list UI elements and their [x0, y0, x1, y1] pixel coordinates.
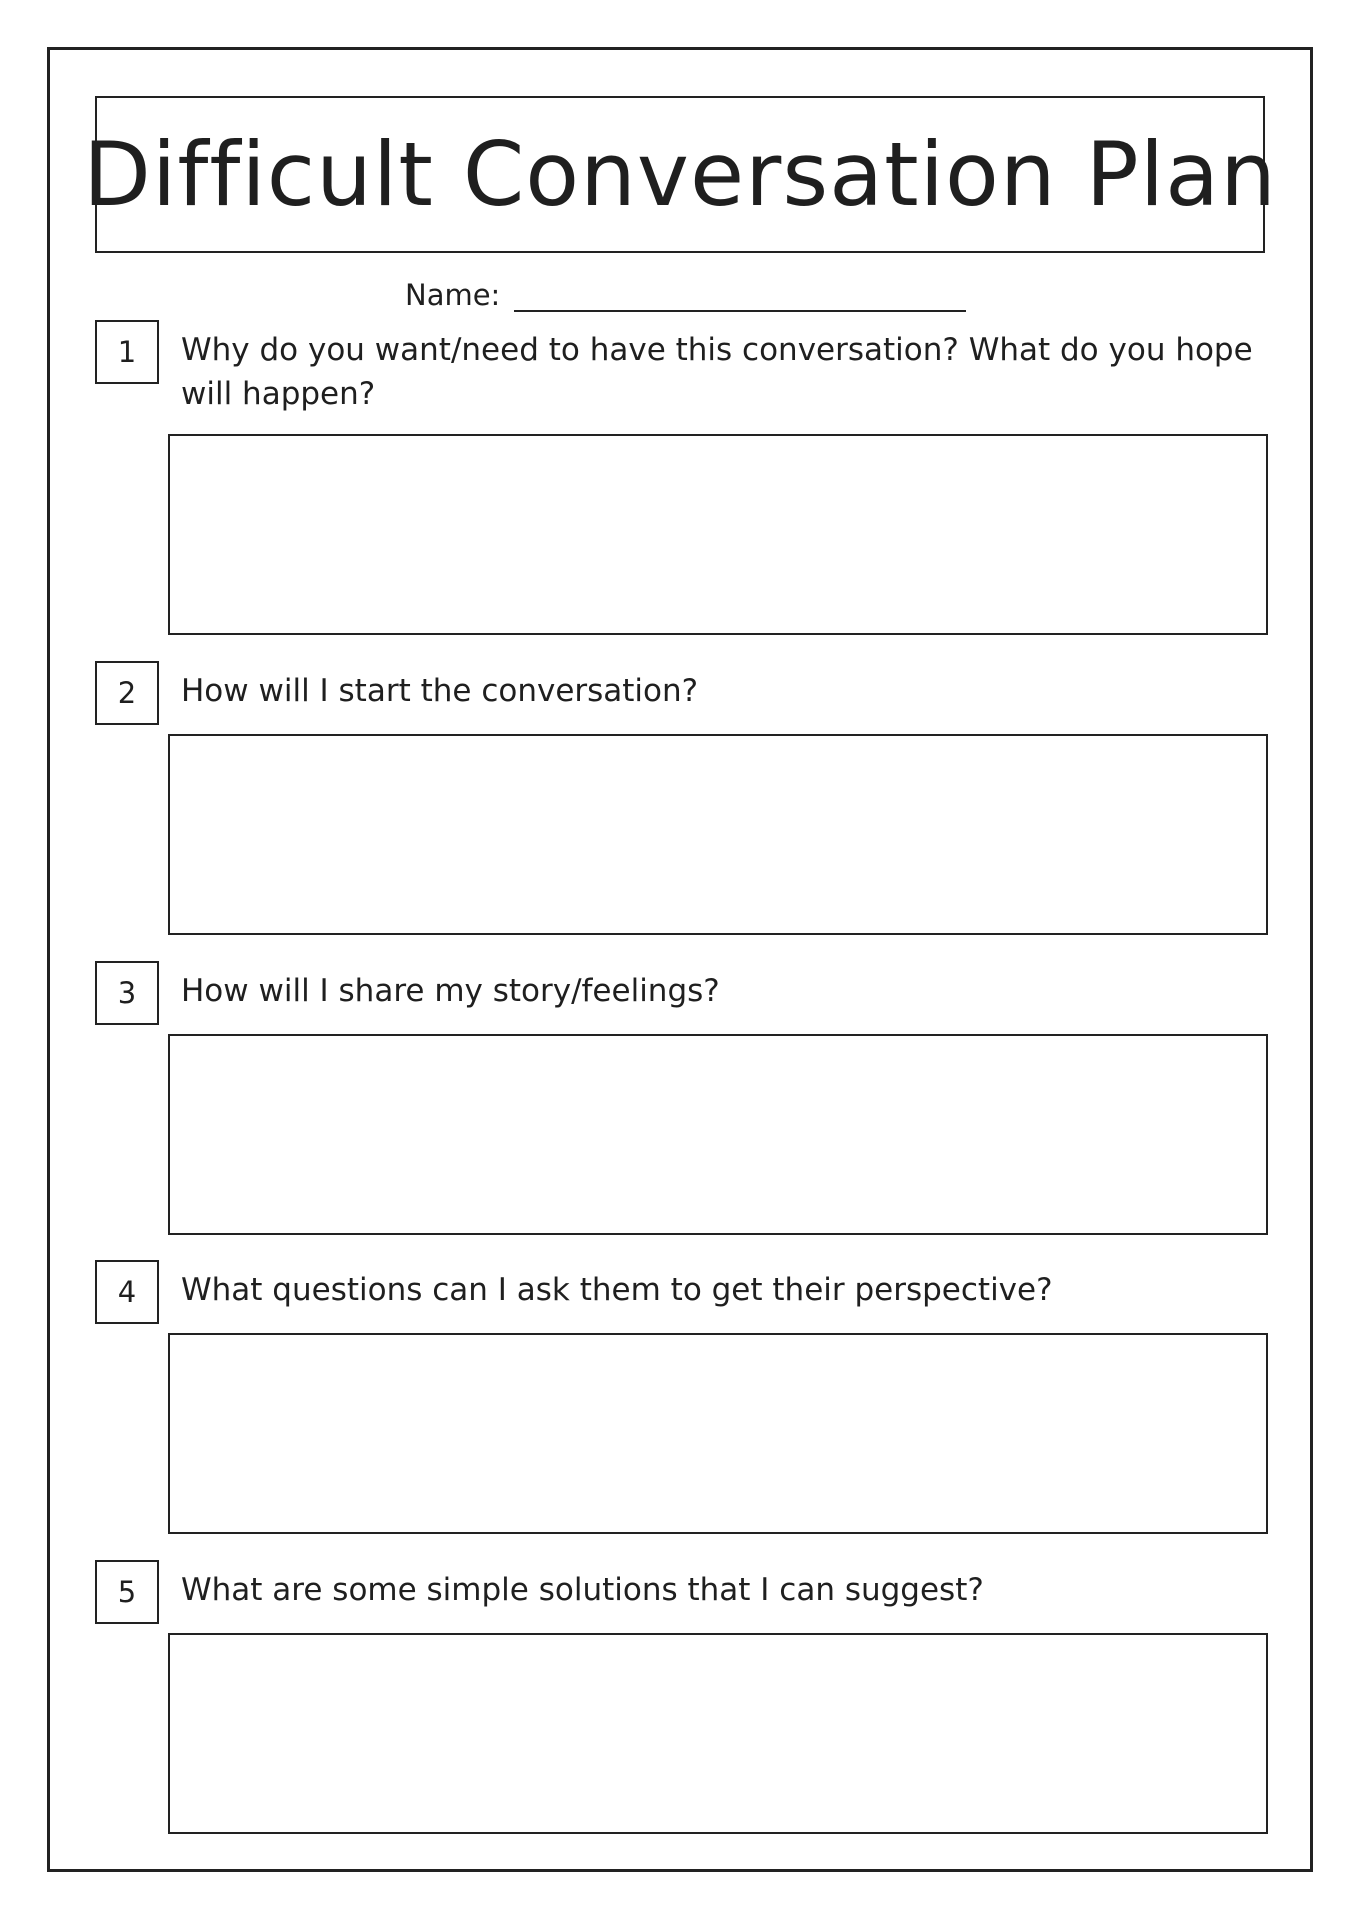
name-row	[405, 270, 966, 314]
question-1-answer-box[interactable]	[168, 434, 1268, 635]
question-5-text: What are some simple solutions that I can suggest?	[181, 1572, 984, 1608]
question-2-number: 2	[95, 661, 159, 725]
question-4-text: What questions can I ask them to get their perspective?	[181, 1272, 1053, 1308]
question-3-answer-box[interactable]	[168, 1034, 1268, 1235]
question-2-answer-box[interactable]	[168, 734, 1268, 935]
title-box	[83, 96, 1277, 253]
question-3-number: 3	[95, 961, 159, 1025]
name-input-line[interactable]	[514, 310, 966, 312]
question-1-number: 1	[95, 320, 159, 384]
question-2-text: How will I start the conversation?	[181, 673, 699, 709]
question-5-answer-box[interactable]	[168, 1633, 1268, 1834]
name-label: Name:	[405, 278, 501, 312]
question-3-text: How will I share my story/feelings?	[181, 973, 720, 1009]
question-1-text: Why do you want/need to have this conversation? What do you hope will happen?	[181, 332, 1253, 412]
question-5-number: 5	[95, 1560, 159, 1624]
question-4-answer-box[interactable]	[168, 1333, 1268, 1534]
page-title: Difficult Conversation Plan	[83, 122, 1277, 226]
question-4-number: 4	[95, 1260, 159, 1324]
